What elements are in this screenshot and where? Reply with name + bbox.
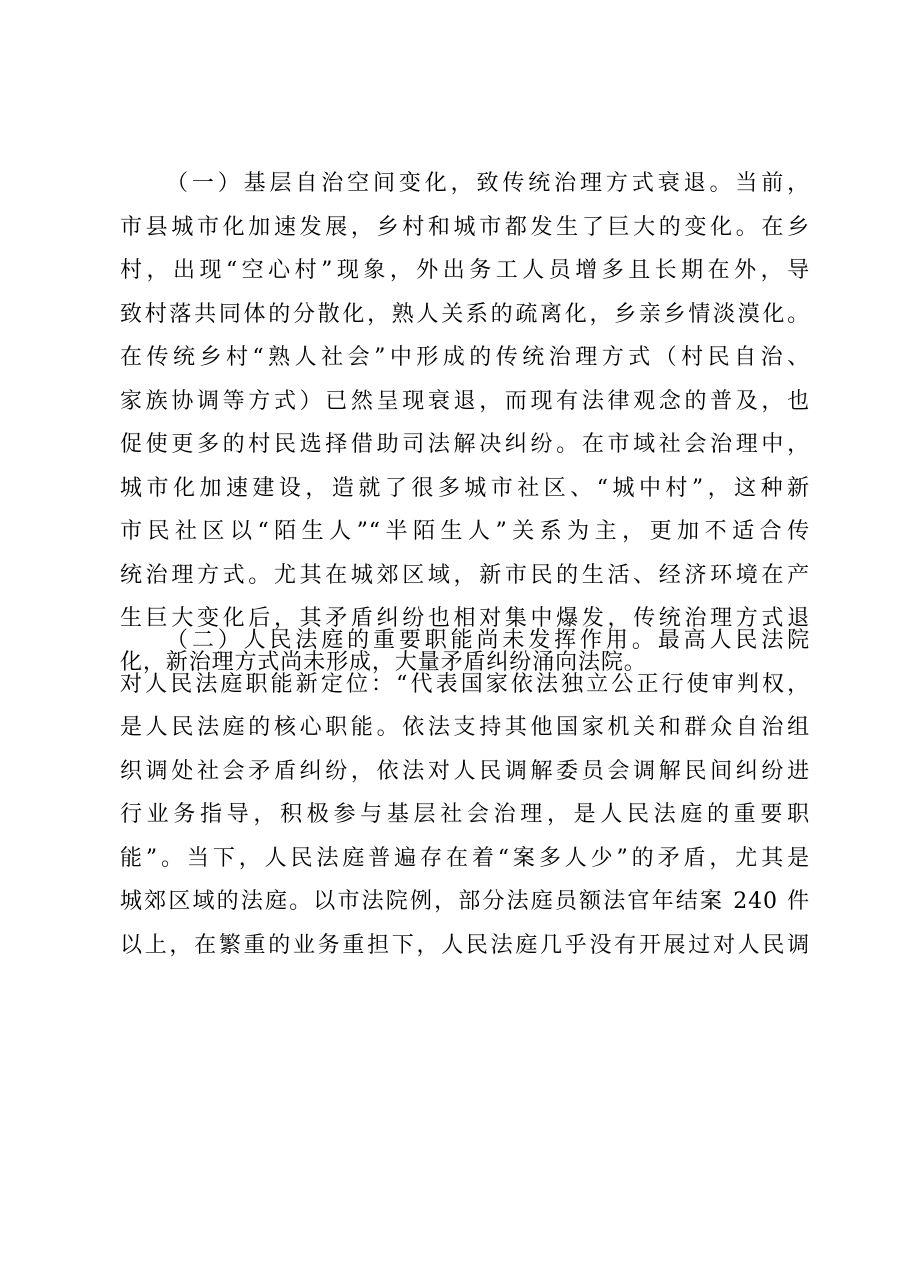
paragraph-line: 是人民法庭的核心职能。依法支持其他国家机关和群众自治组 bbox=[120, 715, 810, 740]
paragraph-1 bbox=[120, 162, 810, 684]
paragraph-line: 织调处社会矛盾纠纷，依法对人民调解委员会调解民间纠纷进 bbox=[120, 758, 810, 784]
paragraph-line: （二）人民法庭的重要职能尚未发挥作用。最高人民法院 bbox=[166, 628, 810, 653]
paragraph-line: 家族协调等方式）已然呈现衰退，而现有法律观念的普及，也 bbox=[120, 388, 810, 414]
paragraph-line: 城郊区域的法庭。以市法院例，部分法庭员额法官年结案 240 件 bbox=[120, 889, 810, 914]
paragraph-line: 市县城市化加速发展，乡村和城市都发生了巨大的变化。在乡 bbox=[120, 214, 810, 240]
paragraph-line: 能”。当下，人民法庭普遍存在着“案多人少”的矛盾，尤其是 bbox=[120, 845, 810, 871]
paragraph-line: 统治理方式。尤其在城郊区域，新市民的生活、经济环境在产 bbox=[120, 562, 810, 588]
paragraph-line: 行业务指导，积极参与基层社会治理，是人民法庭的重要职 bbox=[120, 802, 810, 827]
paragraph-line: 对人民法庭职能新定位：“代表国家依法独立公正行使审判权， bbox=[120, 671, 810, 697]
paragraph-2 bbox=[120, 619, 810, 967]
paragraph-line: （一）基层自治空间变化，致传统治理方式衰退。当前， bbox=[166, 171, 810, 196]
paragraph-line: 致村落共同体的分散化，熟人关系的疏离化，乡亲乡情淡漠化。 bbox=[120, 301, 810, 327]
paragraph-line: 生巨大变化后，其矛盾纠纷也相对集中爆发，传统治理方式退 bbox=[120, 606, 810, 631]
paragraph-line: 市民社区以“陌生人”“半陌生人”关系为主，更加不适合传 bbox=[120, 519, 810, 544]
paragraph-last-line: 化，新治理方式尚未形成，大量矛盾纠纷涌向法院。 bbox=[120, 649, 647, 675]
paragraph-line: 促使更多的村民选择借助司法解决纠纷。在市域社会治理中， bbox=[120, 432, 810, 457]
paragraph-line: 村，出现“空心村”现象，外出务工人员增多且长期在外，导 bbox=[120, 258, 810, 283]
paragraph-line: 在传统乡村“熟人社会”中形成的传统治理方式（村民自治、 bbox=[120, 345, 810, 370]
paragraph-line: 城市化加速建设，造就了很多城市社区、“城中村”，这种新 bbox=[120, 475, 810, 501]
paragraph-line: 以上，在繁重的业务重担下，人民法庭几乎没有开展过对人民调 bbox=[120, 932, 810, 958]
